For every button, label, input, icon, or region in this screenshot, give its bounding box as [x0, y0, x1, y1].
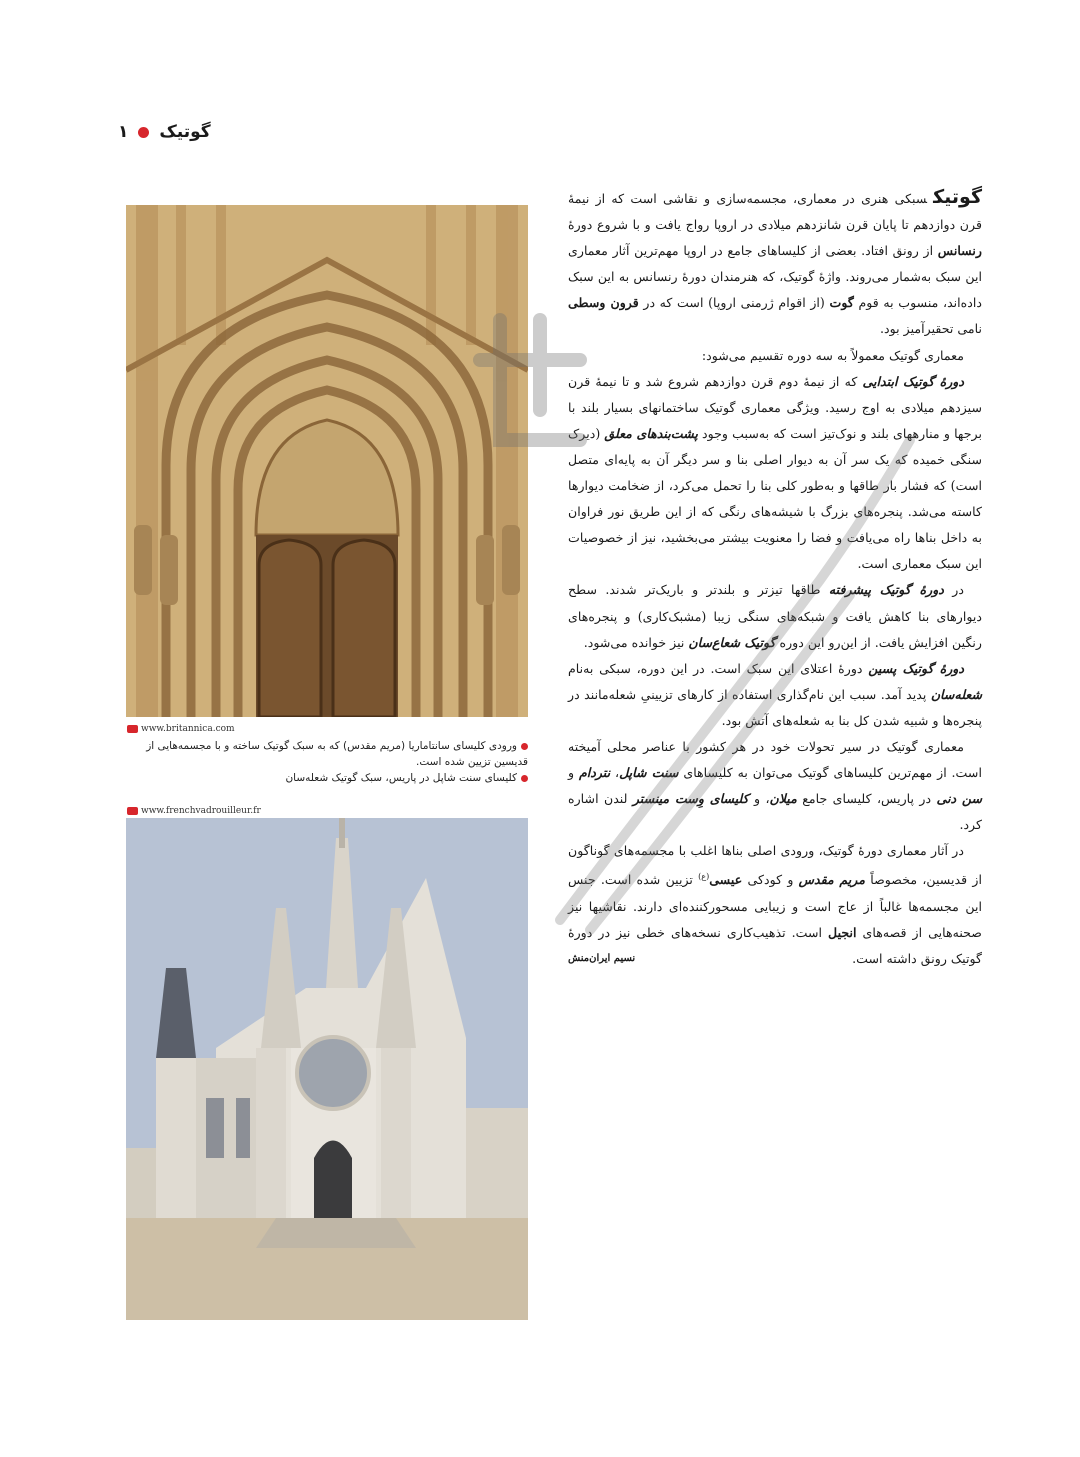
camera-icon: [127, 807, 138, 815]
article-paragraph: دورهٔ گوتیک پسین دورهٔ اعتلای این سبک است. در این دوره، سبکی به‌نام شعله‌سان پدید آمد. سبب این نام‌گذاری استفاده از کارهای تزیینیِ شعله‌مانند در پنجره‌ها و شبیه شدن کل بنا به شعله‌های آتش بود.: [568, 660, 982, 728]
article-body: [568, 184, 982, 972]
article-paragraph: در آثار معماری دورهٔ گوتیک، ورودی اصلی بناها اغلب با مجسمه‌های گوناگون از قدیسین، مخصوصاً مریم مقدس و کودکی عیسی$^{(ع)}$ تزیین شده است. جنس این مجسمه‌ها غالباً از عاج است و زیبایی مسحورکننده‌ای دارند. نقاشیها نیز صحنه‌هایی از قصه‌های انجیل است. تذهیب‌کاری نسخه‌های خطی نیز در دورهٔ گوتیک رونق داشته است.: [568, 843, 982, 966]
photo-sainte-chapelle: [126, 818, 528, 1320]
photo2-credit-text: www.frenchvadrouilleur.fr: [141, 806, 261, 816]
article-paragraph: گوتیکسبکی هنری در معماری، مجسمه‌سازی و نقاشی است که از نیمهٔ قرن دوازدهم تا پایان قرن شانزدهم میلادی در اروپا رواج یافت و با شروع دورهٔ رنسانس از رونق افتاد. بعضی از کلیساهای جامع در اروپا مهم‌ترین آثار معماری این سبک به‌شمار می‌روند. واژهٔ گوتیک، که هنرمندان دورهٔ رنسانس به این سبک داده‌اند، منسوب به قوم گوت (از اقوام ژرمنی اروپا) است که در قرون وسطی نامی تحقیرآمیز بود.: [568, 186, 982, 337]
page-number: ۱: [118, 122, 129, 142]
caption-bullet-icon: [521, 775, 528, 782]
header-dot-icon: [138, 127, 149, 138]
article-paragraph: دورهٔ گوتیک ابتدایی که از نیمهٔ دوم قرن دوازدهم شروع شد و تا نیمهٔ قرن سیزدهم میلادی به اوج رسید. ویژگی معماری گوتیک ساختمانهای بسیار بلند با برجها و منارههای بلند و نوک‌تیز است که به‌سبب وجود پشت‌بندهای معلق (دیرک سنگی خمیده که یک سر آن به دیوار اصلی بنا و سر دیگر آن به پایه‌ای متصل است) که فشار بار طاقها و به‌طور کلی بنا را تحمل می‌کرد، از ضخامت دیوارها کاسته می‌شد. پنجره‌های بزرگ با شیشه‌های رنگی که از این طریق نور فراوان به داخل بناها راه می‌یافت و فضا را معنویت بیشتر می‌بخشید، نیز از خصوصیات این سبک معماری است.: [568, 373, 982, 572]
article-paragraph: معماری گوتیک معمولاً به سه دوره تقسیم می‌شود:: [701, 347, 964, 363]
article-paragraph: معماری گوتیک در سیر تحولات خود در هر کشور با عناصر محلی آمیخته است. از مهم‌ترین کلیساهای گوتیک می‌توان به کلیساهای سنت شاپل، نتردام و سن دنی در پاریس، کلیسای جامع میلان، و کلیسای وِست مینستر لندن اشاره کرد.: [568, 738, 982, 833]
photo1-credit-text: www.britannica.com: [141, 724, 235, 734]
photo1-credit: [127, 724, 235, 734]
caption-1: ورودی کلیسای سانتاماریا (مریم مقدس) که به سبک گوتیک ساخته و با مجسمه‌هایی از قدیسین تزیین شده است.: [146, 740, 528, 768]
article-paragraph: در دورهٔ گوتیک پیشرفته طاقها تیزتر و بلندتر و باریک‌تر شدند. سطح دیوارهای بنا کاهش یافت و شبکه‌های سنگی زیبا (مشبک‌کاری) و پنجره‌های رنگین افزایش یافت. از این‌رو این دوره گوتیک شعاع‌سان نیز خوانده می‌شود.: [568, 582, 982, 650]
caption-2: کلیسای سنت شاپل در پاریس، سبک گوتیک شعله‌سان: [126, 770, 528, 786]
caption-bullet-icon: [521, 743, 528, 750]
header-title: گوتیک: [159, 122, 211, 142]
running-header: [118, 122, 211, 142]
camera-icon: [127, 725, 138, 733]
article-lead-term: گوتیک: [933, 186, 982, 208]
photo-captions: [126, 738, 528, 786]
article-author: نسیم ایران‌منش: [568, 953, 636, 964]
photo-gothic-portal: [126, 205, 528, 717]
photo2-credit: [127, 806, 261, 816]
